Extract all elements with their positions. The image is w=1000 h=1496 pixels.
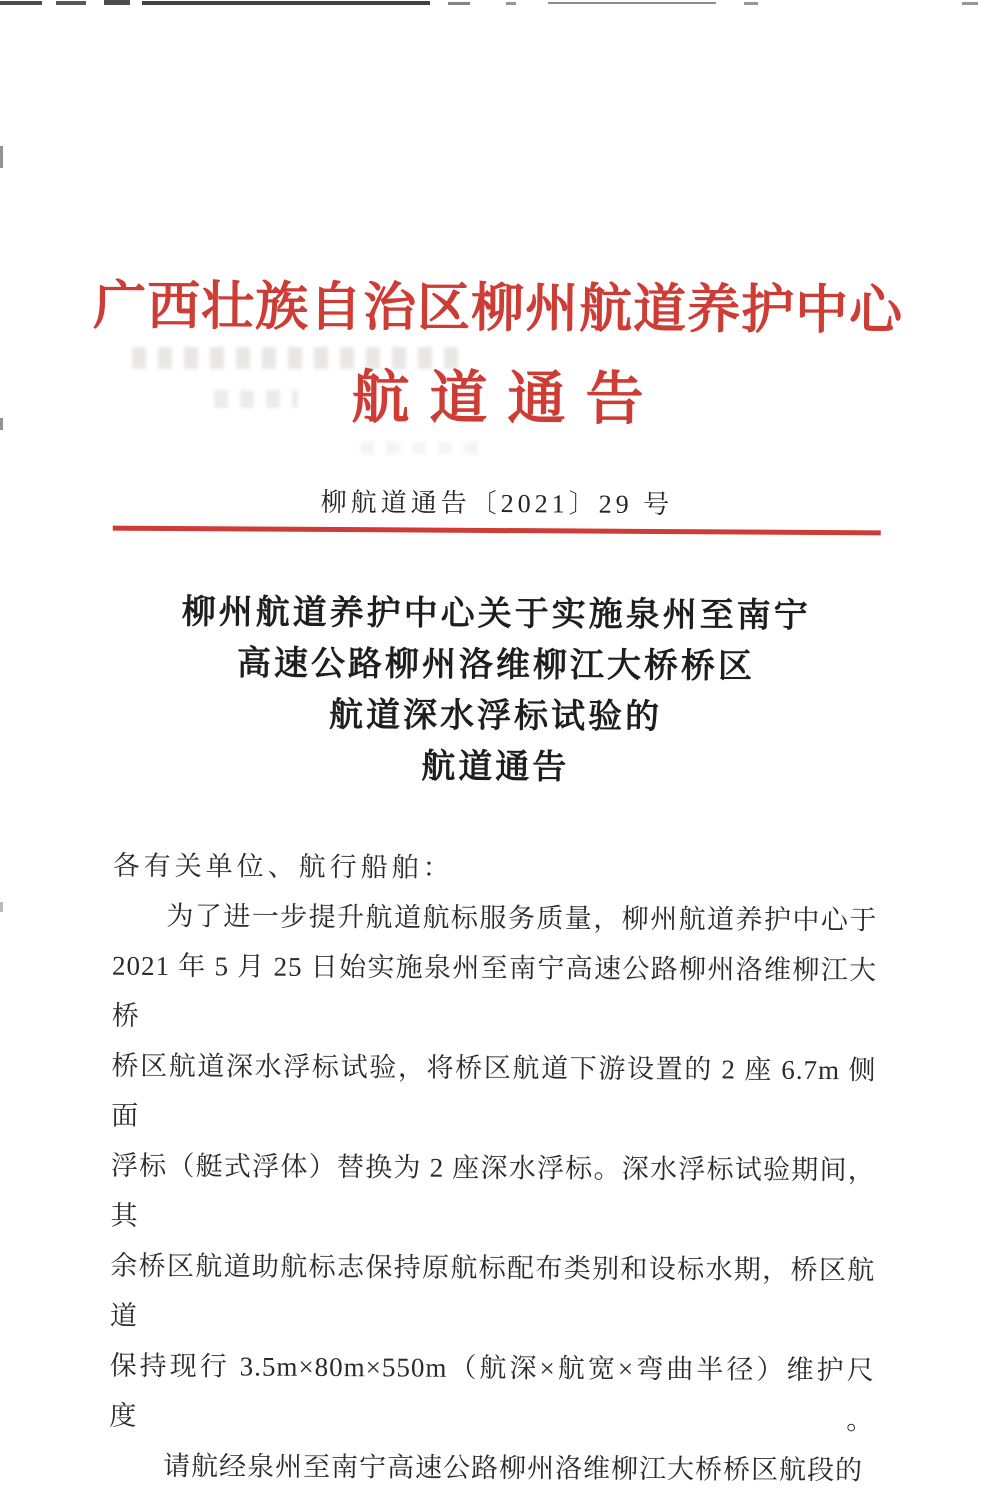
notice-title	[0, 586, 996, 796]
red-divider-line	[113, 526, 881, 536]
notice-title-line: 航道深水浮标试验的	[329, 697, 663, 737]
notice-title-line: 航道通告	[421, 748, 570, 787]
body-line: 2021 年 5 月 25 日始实施泉州至南宁高速公路柳州洛维柳江大桥	[111, 951, 878, 1032]
notice-title-line: 柳州航道养护中心关于实施泉州至南宁	[181, 594, 811, 636]
body-line: 浮标（艇式浮体）替换为 2 座深水浮标。深水浮标试验期间，其	[110, 1151, 876, 1232]
doc-number: 柳航道通告〔2021〕29 号	[320, 488, 674, 520]
body-line: 请航经泉州至南宁高速公路柳州洛维柳江大桥桥区航段的	[162, 1451, 864, 1486]
body-line: 余桥区航道助航标志保持原航标配布类别和设标水期，桥区航道	[109, 1251, 876, 1332]
doc-type-title: 航道通告	[351, 364, 664, 432]
notice-title-line: 高速公路柳州洛维柳江大桥桥区	[236, 645, 756, 686]
body-line: 保持现行 3.5m×80m×550m（航深×航宽×弯曲半径）维护尺度。	[109, 1351, 875, 1436]
notice-body	[109, 841, 878, 1496]
body-line: 为了进一步提升航道航标服务质量，柳州航道养护中心于	[166, 901, 878, 936]
salutation-line: 各有关单位、航行船舶：	[112, 851, 454, 884]
issuing-org-title: 广西壮族自治区柳州航道养护中心	[92, 277, 904, 341]
body-line: 桥区航道深水浮标试验，将桥区航道下游设置的 2 座 6.7m 侧面	[111, 1051, 877, 1132]
